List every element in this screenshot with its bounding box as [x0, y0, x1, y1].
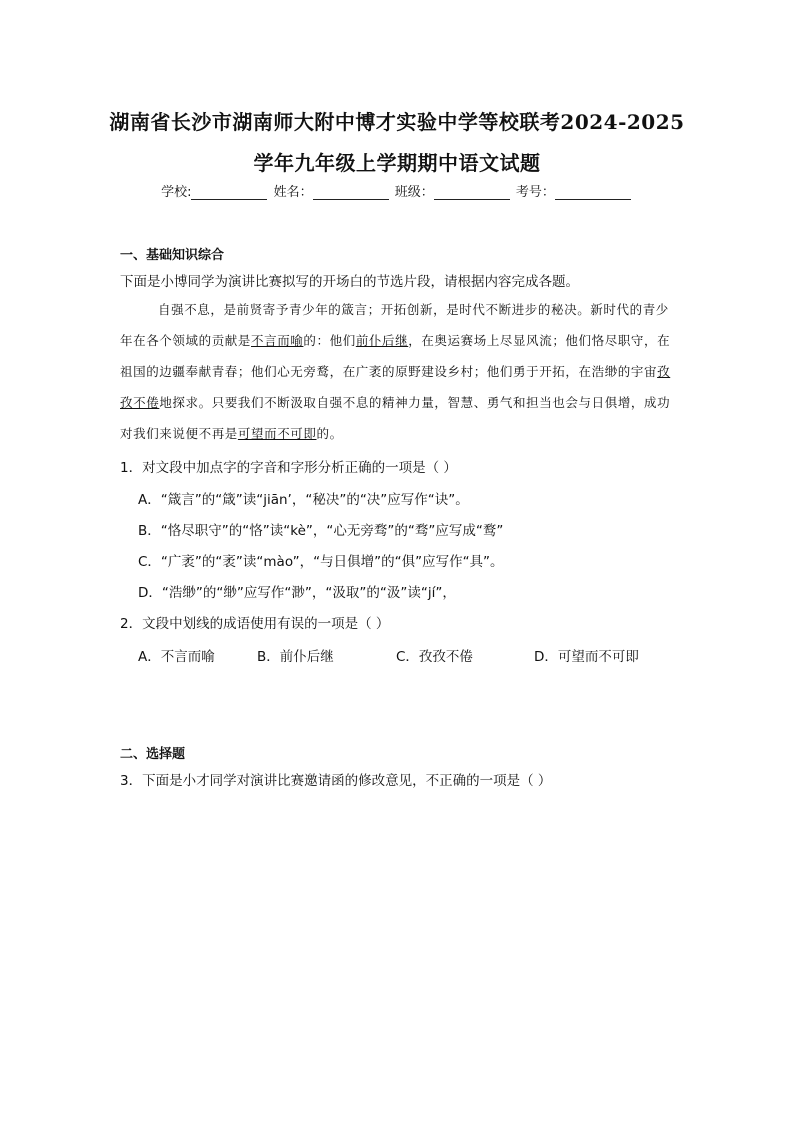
- question-2-option-a[interactable]: A．不言而喻: [138, 649, 215, 665]
- school-label: 学校:: [161, 185, 192, 200]
- section-heading-basic: 一、基础知识综合: [120, 248, 225, 263]
- class-label: 班级：: [394, 185, 434, 200]
- question-1-option-c[interactable]: C．“广袤”的“袤”读“mào”，“与日俱增”的“俱”应写作“具”。: [138, 554, 504, 570]
- question-1-option-a[interactable]: A．“箴言”的“箴”读“jiān’，“秘决”的“决”应写作“诀”。: [138, 492, 469, 508]
- exam-title-line1: 湖南省长沙市湖南师大附中博才实验中学等校联考2024-2025: [109, 110, 685, 134]
- underlined-idiom-4: 可望而不可即: [237, 426, 317, 441]
- class-blank[interactable]: [434, 186, 510, 200]
- underlined-idiom-3: 孜孜不倦: [120, 364, 671, 410]
- question-1-option-d[interactable]: D．“浩缈”的“缈”应写作“渺”，“汲取”的“汲”读“jí”，: [138, 585, 456, 601]
- question-2-stem: 2．文段中划线的成语使用有误的一项是（ ）: [120, 616, 390, 632]
- student-info-row: [0, 181, 794, 200]
- question-2-option-c[interactable]: C．孜孜不倦: [396, 649, 473, 665]
- id-blank[interactable]: [555, 186, 631, 200]
- question-2-option-b[interactable]: B．前仆后继: [257, 649, 334, 665]
- question-3-stem: 3．下面是小才同学对演讲比赛邀请函的修改意见，不正确的一项是（ ）: [120, 773, 552, 789]
- school-blank[interactable]: [191, 186, 267, 200]
- name-label: 姓名：: [273, 185, 313, 200]
- underlined-idiom-2: 前仆后继: [355, 333, 409, 348]
- question-1-stem: 1．对文段中加点字的字音和字形分析正确的一项是（ ）: [120, 460, 457, 476]
- exam-title-line2: 学年九年级上学期期中语文试题: [253, 151, 541, 175]
- question-2-option-d[interactable]: D．可望而不可即: [534, 649, 639, 665]
- underlined-idiom-1: 不言而喻: [251, 333, 304, 348]
- name-blank[interactable]: [313, 186, 389, 200]
- question-1-option-b[interactable]: B．“恪尽职守”的“恪”读“kè”，“心无旁骛”的“骛”应写成“鹜”: [138, 523, 504, 539]
- section-intro: 下面是小博同学为演讲比赛拟写的开场白的节选片段，请根据内容完成各题。: [120, 274, 579, 290]
- section-heading-choice: 二、选择题: [120, 747, 186, 762]
- reading-passage: 自强不息，是前贤寄予青少年的箴言；开拓创新，是时代不断进步的秘决。新时代的青少年在各个领域的贡献是不言而喻的：他们前仆后继，在奥运赛场上尽显风流；他们恪尽职守，在祖国的边疆奉献青春；他们心无旁鹜，在广袤的原野建设乡村；他们勇于开拓，在浩缈的宇宙孜孜不倦地探求。只要我们不断汲取自强不息的精神力量，智慧、勇气和担当也会与日俱增，成功对我们来说便不再是可望而不可即的。: [120, 302, 671, 441]
- id-label: 考号：: [515, 185, 555, 200]
